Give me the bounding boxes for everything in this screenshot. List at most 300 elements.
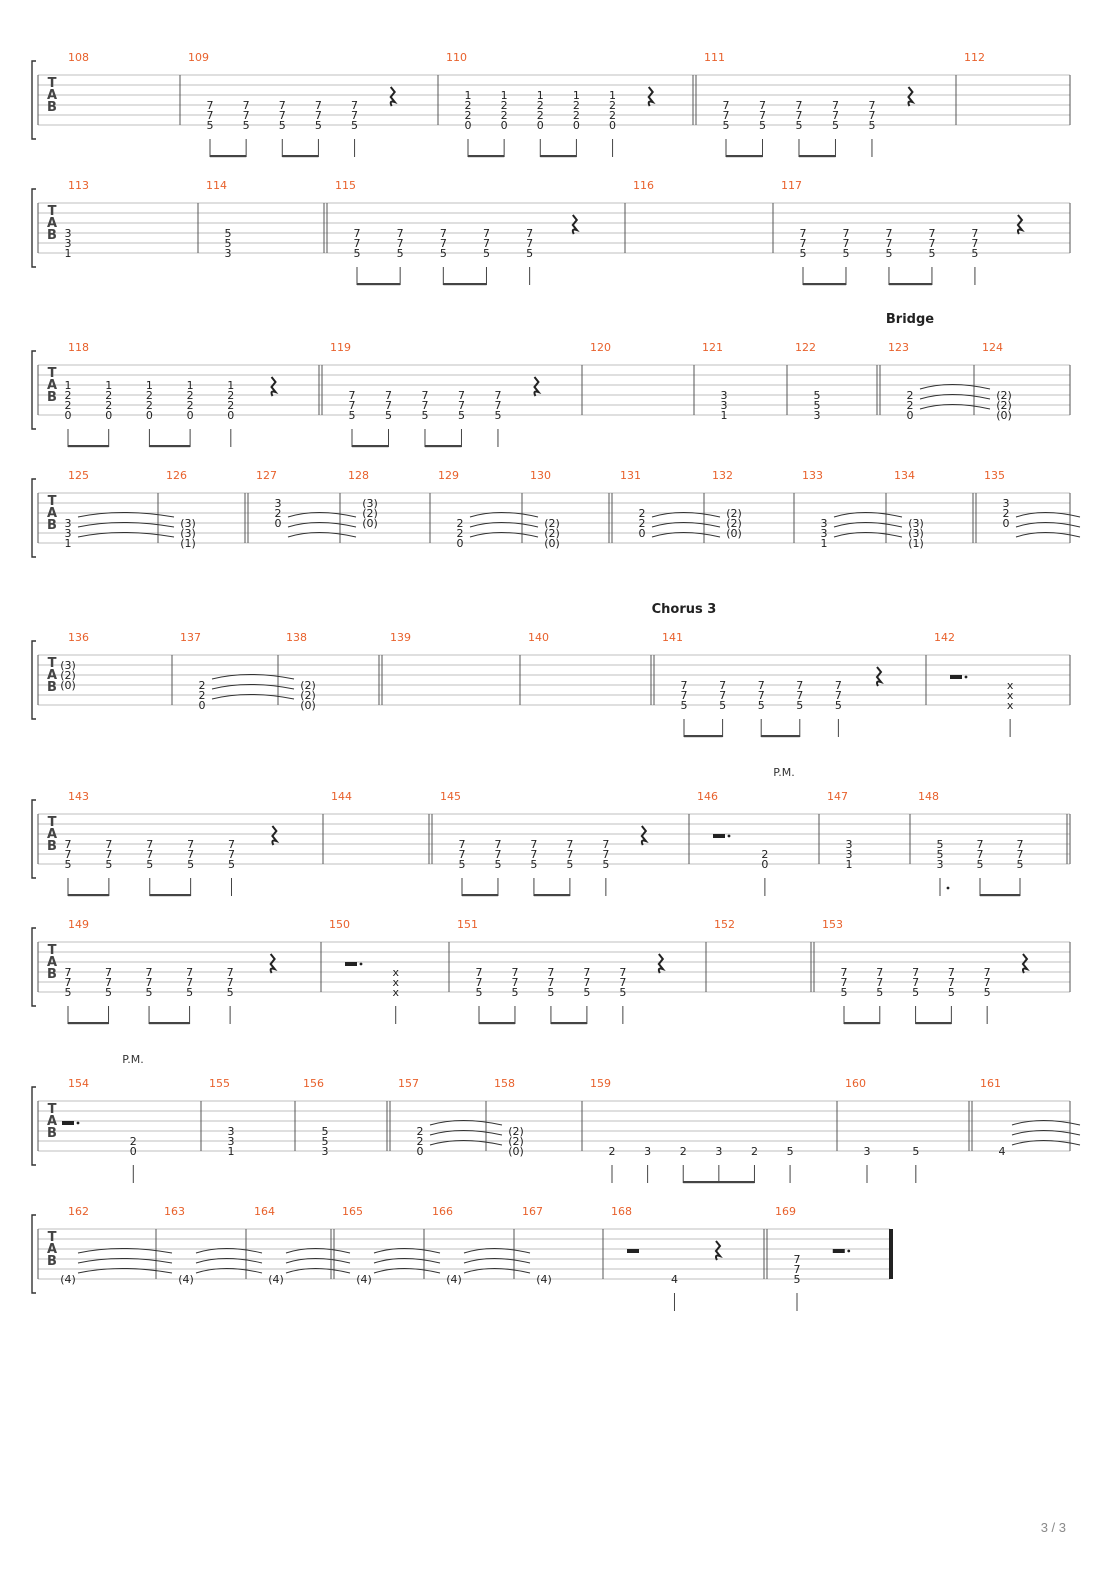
tab-clef-letter: A <box>46 827 58 842</box>
measure-number: 167 <box>522 1205 543 1218</box>
fret-number: 0 <box>761 858 769 871</box>
fret-number: 7 <box>583 966 591 979</box>
fret-number: 1 <box>820 537 828 550</box>
measure-number: 156 <box>303 1077 324 1090</box>
fret-number: 5 <box>494 409 502 422</box>
fret-number: 5 <box>186 986 194 999</box>
tab-clef-letter: A <box>46 506 58 521</box>
fret-number: 5 <box>868 119 876 132</box>
measure-number: 145 <box>440 790 461 803</box>
fret-number: 7 <box>583 976 591 989</box>
fret-number: (4) <box>268 1273 284 1286</box>
measure-123 <box>877 341 990 422</box>
fret-number: 7 <box>384 389 392 402</box>
measure-108 <box>68 51 180 125</box>
fret-number: 5 <box>105 986 113 999</box>
fret-number: 7 <box>796 689 804 702</box>
measure-154 <box>62 1077 201 1183</box>
fret-number: (4) <box>446 1273 462 1286</box>
fret-number: 5 <box>796 699 804 712</box>
fret-number: 7 <box>795 109 803 122</box>
fret-number: (0) <box>544 537 560 550</box>
fret-number: 1 <box>64 247 72 260</box>
measure-number: 140 <box>528 631 549 644</box>
measure-number: 128 <box>348 469 369 482</box>
fret-number: 2 <box>536 109 544 122</box>
fret-number: 7 <box>757 679 765 692</box>
fret-number: 3 <box>321 1145 329 1158</box>
system-bracket <box>32 189 36 267</box>
fret-number: 5 <box>321 1135 329 1148</box>
measure-number: 165 <box>342 1205 363 1218</box>
rest <box>877 667 881 686</box>
measure-115 <box>324 179 625 285</box>
fret-number: 7 <box>831 109 839 122</box>
measure-160 <box>845 1077 972 1183</box>
measure-157 <box>387 1077 502 1158</box>
rest-dot <box>77 1122 80 1125</box>
measure-number: 141 <box>662 631 683 644</box>
measure-number: 163 <box>164 1205 185 1218</box>
fret-number: 5 <box>936 848 944 861</box>
fret-number: 7 <box>868 99 876 112</box>
measure-125 <box>65 469 175 550</box>
fret-number: 5 <box>876 986 884 999</box>
fret-number: 7 <box>840 966 848 979</box>
rest <box>272 377 276 396</box>
fret-number: 2 <box>198 689 206 702</box>
fret-number: 2 <box>145 399 153 412</box>
fret-number: 0 <box>227 409 235 422</box>
fret-number: 7 <box>795 99 803 112</box>
beam <box>150 894 191 896</box>
fret-number: 7 <box>796 679 804 692</box>
fret-number: 0 <box>129 1145 137 1158</box>
fret-number: 2 <box>64 389 72 402</box>
fret-number: 7 <box>947 966 955 979</box>
measure-number: 151 <box>457 918 478 931</box>
fret-number: 0 <box>500 119 508 132</box>
measure-number: 134 <box>894 469 915 482</box>
fret-number: (4) <box>356 1273 372 1286</box>
measure-136 <box>60 631 172 705</box>
fret-number: 7 <box>758 109 766 122</box>
fret-number: 0 <box>456 537 464 550</box>
fret-number: 1 <box>186 379 194 392</box>
fret-number: (3) <box>908 527 924 540</box>
fret-number: 3 <box>1002 497 1010 510</box>
tab-clef-letter: T <box>47 76 57 91</box>
fret-number: 7 <box>511 976 519 989</box>
fret-number: 1 <box>105 379 113 392</box>
measure-162 <box>60 1205 172 1286</box>
measure-number: 126 <box>166 469 187 482</box>
fret-number: 7 <box>526 227 534 240</box>
fret-number: 7 <box>793 1263 801 1276</box>
measure-118 <box>65 341 323 447</box>
fret-number: 7 <box>971 227 979 240</box>
fret-number: 2 <box>572 99 580 112</box>
fret-number: 7 <box>421 399 429 412</box>
fret-number: 7 <box>983 966 991 979</box>
fret-number: 5 <box>105 858 113 871</box>
fret-number: 5 <box>384 409 392 422</box>
measure-number: 158 <box>494 1077 515 1090</box>
fret-number: 7 <box>206 109 214 122</box>
rest-dot <box>728 835 731 838</box>
fret-number: 5 <box>278 119 286 132</box>
fret-number: 7 <box>799 227 807 240</box>
fret-number: 7 <box>722 99 730 112</box>
measure-number: 108 <box>68 51 89 64</box>
fret-number: 5 <box>912 986 920 999</box>
fret-number: 7 <box>105 848 113 861</box>
measure-number: 160 <box>845 1077 866 1090</box>
beam <box>352 445 388 447</box>
measure-124 <box>982 341 1070 422</box>
fret-number: 7 <box>680 689 688 702</box>
system-bracket <box>32 61 36 139</box>
fret-number: 5 <box>842 247 850 260</box>
measure-number: 130 <box>530 469 551 482</box>
beam <box>68 445 109 447</box>
measure-number: 112 <box>964 51 985 64</box>
fret-number: 7 <box>206 99 214 112</box>
measure-120 <box>590 341 694 415</box>
measure-number: 110 <box>446 51 467 64</box>
fret-number: 7 <box>105 838 113 851</box>
measure-167 <box>522 1205 603 1286</box>
measure-number: 124 <box>982 341 1003 354</box>
fret-number: 7 <box>971 237 979 250</box>
note-dot <box>947 887 950 890</box>
fret-number: 7 <box>187 848 195 861</box>
measure-161 <box>969 1077 1080 1158</box>
fret-number: (2) <box>726 517 742 530</box>
fret-number: 7 <box>351 99 359 112</box>
beam <box>726 155 762 157</box>
measure-141 <box>651 631 926 737</box>
fret-number: 7 <box>722 109 730 122</box>
tab-clef-letter: A <box>46 1242 58 1257</box>
fret-number: 7 <box>1016 838 1024 851</box>
fret-number: (2) <box>300 689 316 702</box>
fret-number: 3 <box>813 409 821 422</box>
page-number: 3 / 3 <box>1040 1520 1066 1535</box>
fret-number: 7 <box>793 1253 801 1266</box>
fret-number: 5 <box>947 986 955 999</box>
fret-number: 5 <box>353 247 361 260</box>
measure-139 <box>379 631 520 705</box>
fret-number: 5 <box>758 119 766 132</box>
fret-number: 7 <box>928 227 936 240</box>
fret-number: 3 <box>274 497 282 510</box>
fret-number: 7 <box>983 976 991 989</box>
measure-number: 146 <box>697 790 718 803</box>
beam <box>282 155 318 157</box>
tab-system-4 <box>32 469 1080 557</box>
fret-number: (3) <box>180 517 196 530</box>
fret-number: 7 <box>458 848 466 861</box>
measure-132 <box>712 469 794 543</box>
fret-number: 7 <box>348 399 356 412</box>
measure-163 <box>164 1205 262 1286</box>
fret-number: 0 <box>464 119 472 132</box>
measure-number: 150 <box>329 918 350 931</box>
rest <box>573 215 577 234</box>
fret-number: (2) <box>362 507 378 520</box>
fret-number: 4 <box>998 1145 1006 1158</box>
fret-number: (2) <box>508 1125 524 1138</box>
fret-number: 7 <box>353 237 361 250</box>
fret-number: 0 <box>105 409 113 422</box>
fret-number: 5 <box>840 986 848 999</box>
fret-number: 5 <box>145 986 153 999</box>
beam <box>149 1022 190 1024</box>
fret-number: 7 <box>64 838 72 851</box>
fret-number: 0 <box>64 409 72 422</box>
tab-clef-letter: A <box>46 1114 58 1129</box>
section-label: Chorus 3 <box>651 602 717 617</box>
fret-number: 7 <box>278 109 286 122</box>
fret-number: 3 <box>227 1125 235 1138</box>
fret-number: x <box>1006 689 1014 702</box>
measure-129 <box>438 469 538 550</box>
tab-clef-letter: T <box>47 494 57 509</box>
fret-number: 5 <box>396 247 404 260</box>
tab-clef-letter: B <box>47 228 57 243</box>
measure-number: 159 <box>590 1077 611 1090</box>
fret-number: 7 <box>758 99 766 112</box>
beam <box>149 445 190 447</box>
fret-number: 3 <box>820 517 828 530</box>
measure-number: 148 <box>918 790 939 803</box>
tab-system-2 <box>32 179 1070 285</box>
fret-number: (3) <box>180 527 196 540</box>
fret-number: 7 <box>475 976 483 989</box>
fret-number: 2 <box>227 399 235 412</box>
fret-number: (2) <box>544 517 560 530</box>
fret-number: (4) <box>536 1273 552 1286</box>
beam <box>468 155 504 157</box>
rest <box>659 954 663 973</box>
measure-number: 132 <box>712 469 733 482</box>
fret-number: 3 <box>227 1135 235 1148</box>
fret-number: 2 <box>456 517 464 530</box>
measure-number: 147 <box>827 790 848 803</box>
tab-clef-letter: T <box>47 1102 57 1117</box>
tab-clef-letter: A <box>46 216 58 231</box>
rest <box>833 1249 845 1253</box>
fret-number: (1) <box>908 537 924 550</box>
system-bracket <box>32 479 36 557</box>
fret-number: 2 <box>679 1145 687 1158</box>
fret-number: 7 <box>566 838 574 851</box>
fret-number: 2 <box>416 1125 424 1138</box>
fret-number: 5 <box>722 119 730 132</box>
fret-number: 7 <box>530 848 538 861</box>
beam <box>462 894 498 896</box>
measure-number: 169 <box>775 1205 796 1218</box>
fret-number: 2 <box>129 1135 137 1148</box>
fret-number: 7 <box>719 679 727 692</box>
fret-number: 5 <box>928 247 936 260</box>
fret-number: 2 <box>500 109 508 122</box>
fret-number: 5 <box>224 227 232 240</box>
fret-number: x <box>392 986 399 999</box>
fret-number: (1) <box>180 537 196 550</box>
measure-144 <box>331 790 432 864</box>
final-barline <box>889 1229 893 1279</box>
measure-159 <box>590 1077 837 1183</box>
fret-number: 4 <box>670 1273 678 1286</box>
measure-number: 121 <box>702 341 723 354</box>
fret-number: 7 <box>840 976 848 989</box>
beam <box>443 283 486 285</box>
fret-number: 7 <box>458 838 466 851</box>
tab-clef-letter: B <box>47 839 57 854</box>
tab-clef-letter: T <box>47 815 57 830</box>
system-bracket <box>32 1215 36 1293</box>
fret-number: (2) <box>508 1135 524 1148</box>
measure-145 <box>429 790 689 896</box>
measure-number: 135 <box>984 469 1005 482</box>
fret-number: 1 <box>64 379 72 392</box>
fret-number: 7 <box>876 966 884 979</box>
measure-116 <box>633 179 773 253</box>
fret-number: 5 <box>457 409 465 422</box>
fret-number: 7 <box>511 966 519 979</box>
fret-number: 7 <box>834 679 842 692</box>
rest-dot <box>360 963 363 966</box>
fret-number: 3 <box>936 858 944 871</box>
fret-number: 5 <box>526 247 534 260</box>
measure-122 <box>795 341 880 422</box>
measure-152 <box>714 918 814 992</box>
fret-number: 7 <box>457 389 465 402</box>
beam <box>479 1022 515 1024</box>
fret-number: 0 <box>638 527 646 540</box>
fret-number: 5 <box>795 119 803 132</box>
fret-number: 3 <box>845 838 853 851</box>
fret-number: 7 <box>314 99 322 112</box>
measure-number: 155 <box>209 1077 230 1090</box>
tab-system-7 <box>32 918 1070 1024</box>
palm-mute-label: P.M. <box>122 1053 144 1066</box>
fret-number: 2 <box>64 399 72 412</box>
fret-number: 3 <box>644 1145 652 1158</box>
beam <box>889 283 932 285</box>
fret-number: 7 <box>976 848 984 861</box>
tab-clef-letter: B <box>47 518 57 533</box>
system-bracket <box>32 1087 36 1165</box>
fret-number: 7 <box>105 966 113 979</box>
fret-number: 7 <box>566 848 574 861</box>
measure-168 <box>611 1205 767 1311</box>
fret-number: 2 <box>145 389 153 402</box>
tab-clef-letter: T <box>47 1230 57 1245</box>
fret-number: 5 <box>226 986 234 999</box>
rest <box>713 834 725 838</box>
beam <box>803 283 846 285</box>
fret-number: 3 <box>720 389 728 402</box>
measure-155 <box>209 1077 295 1158</box>
fret-number: 0 <box>186 409 194 422</box>
measure-number: 153 <box>822 918 843 931</box>
fret-number: 2 <box>464 109 472 122</box>
fret-number: (2) <box>726 507 742 520</box>
fret-number: (0) <box>996 409 1012 422</box>
measure-number: 154 <box>68 1077 89 1090</box>
fret-number: 1 <box>227 379 235 392</box>
fret-number: 5 <box>583 986 591 999</box>
fret-number: 0 <box>536 119 544 132</box>
beam <box>68 1022 109 1024</box>
fret-number: (3) <box>60 659 76 672</box>
system-bracket <box>32 800 36 878</box>
beam <box>683 1181 754 1183</box>
fret-number: 2 <box>572 109 580 122</box>
measure-146 <box>697 790 819 896</box>
rest <box>1018 215 1022 234</box>
measure-number: 122 <box>795 341 816 354</box>
beam <box>684 735 723 737</box>
system-bracket <box>32 351 36 429</box>
fret-number: 5 <box>224 237 232 250</box>
measure-111 <box>693 51 956 157</box>
beam <box>540 155 576 157</box>
measure-148 <box>918 790 1070 896</box>
measure-number: 138 <box>286 631 307 644</box>
fret-number: x <box>392 976 399 989</box>
tab-clef-letter: B <box>47 1126 57 1141</box>
measure-number: 109 <box>188 51 209 64</box>
measure-153 <box>811 918 1070 1024</box>
fret-number: 7 <box>602 848 610 861</box>
fret-number: 5 <box>458 858 466 871</box>
fret-number: 0 <box>145 409 153 422</box>
fret-number: 5 <box>983 986 991 999</box>
fret-number: (2) <box>300 679 316 692</box>
measure-number: 129 <box>438 469 459 482</box>
fret-number: 3 <box>64 517 72 530</box>
fret-number: (3) <box>908 517 924 530</box>
fret-number: 1 <box>572 89 580 102</box>
fret-number: (0) <box>300 699 316 712</box>
fret-number: 7 <box>885 237 893 250</box>
fret-number: 5 <box>206 119 214 132</box>
beam <box>357 283 400 285</box>
fret-number: 7 <box>228 838 236 851</box>
fret-number: 3 <box>720 399 728 412</box>
measure-126 <box>166 469 248 550</box>
system-bracket <box>32 928 36 1006</box>
fret-number: 7 <box>145 976 153 989</box>
rest-dot <box>847 1250 850 1253</box>
fret-number: 7 <box>226 976 234 989</box>
tab-system-1 <box>32 51 1070 157</box>
measure-number: 162 <box>68 1205 89 1218</box>
tab-system-9 <box>32 1205 893 1311</box>
fret-number: 1 <box>227 1145 235 1158</box>
fret-number: 1 <box>609 89 617 102</box>
rest <box>62 1121 74 1125</box>
measure-166 <box>432 1205 530 1286</box>
fret-number: 7 <box>1016 848 1024 861</box>
measure-number: 115 <box>335 179 356 192</box>
fret-number: 7 <box>757 689 765 702</box>
fret-number: 7 <box>719 689 727 702</box>
